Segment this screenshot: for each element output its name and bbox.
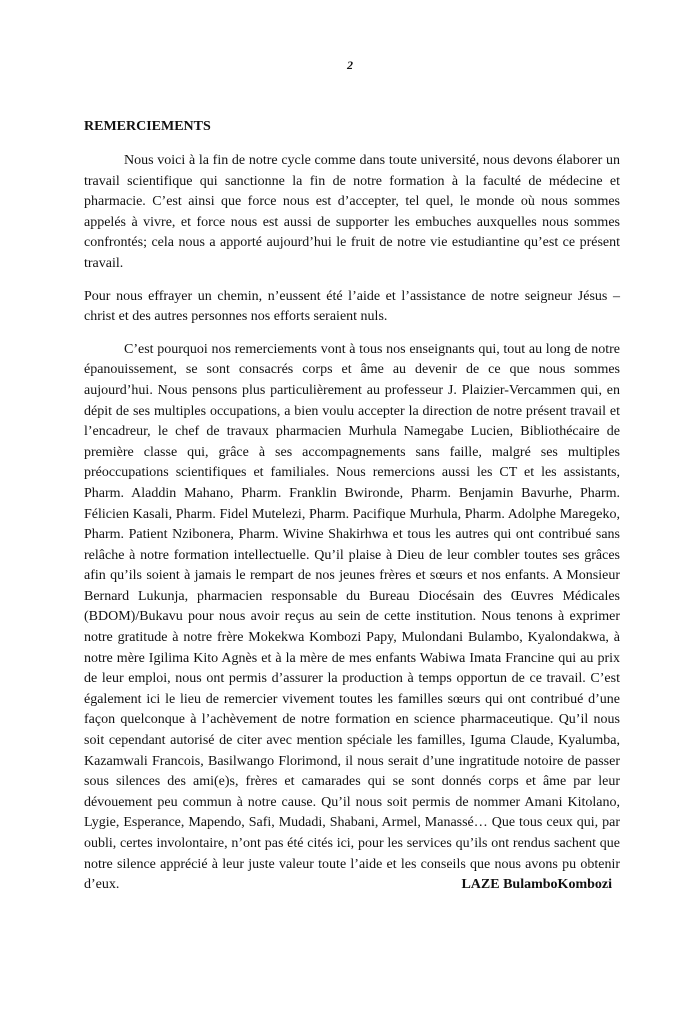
page-number: 2 — [347, 58, 353, 72]
paragraph-faith: Pour nous effrayer un chemin, n’eussent été l’aide et l’assistance de notre seigneur Jésus – christ et des autres personnes nos efforts seraient nuls. — [84, 288, 620, 325]
paragraph-acknowledgements: C’est pourquoi nos remerciements vont à tous nos enseignants qui, tout au long de notre épanouissement, se sont consacrés corps et âme au devenir de ce que nous sommes aujourd’hui. Nous pensons plus particulièrement au professeur J. Plaizier-Vercammen qui, en dépit de ses multiples occupations, a bien voulu accepter la direction de notre présent travail et l’encadreur, le chef de travaux pharmacien Murhula Namegabe Lucien, Bibliothécaire de première classe qui, grâce à ses accompagnements sans faille, malgré ses multiples préoccupations scientifiques et familiales. Nous remercions aussi les CT et les assistants, Pharm. Aladdin Mahano, Pharm. Franklin Bwironde, Pharm. Benjamin Bavurhe, Pharm. Félicien Kasali, Pharm. Fidel Mutelezi, Pharm. Pacifique Murhula, Pharm. Adolphe Maregeko, Pharm. Patient Nzibonera, Pharm. Wivine Shakirhwa et tous les autres qui ont contribué sans relâche à notre formation intellectuelle. Qu’il plaise à Dieu de leur combler toutes ses grâces afin qu’ils soient à jamais le rempart de nos jeunes frères et sœurs et nos enfants. A Monsieur Bernard Lukunja, pharmacien responsable du Bureau Diocésain des Œuvres Médicales (BDOM)/Bukavu pour nous avoir reçus au sein de cette institution. Nous tenons à exprimer notre gratitude à notre frère Mokekwa Kombozi Papy, Mulondani Bulambo, Kyalondakwa, à notre mère Igilima Kito Agnès et à la mère de mes enfants Wabiwa Imata Francine qui au prix de leur emploi, nous ont permis d’assurer la production à temps opportun de ce travail. C’est également ici le lieu de remercier vivement toutes les familles sœurs qui ont contribué d’une façon quelconque à l’achèvement de notre formation en science pharmaceutique. Qu’il nous soit cependant autorisé de citer avec mention spéciale les familles, Iguma Claude, Kyalumba, Kazamwali Francois, Basilwango Florimond, il nous serait d’une ingratitude notoire de passer sous silences des ami(e)s, frères et camarades qui se sont donnés corps et âme par leur dévouement peu commun à notre cause. Qu’il nous soit permis de nommer Amani Kitolano, Lygie, Esperance, Mapendo, Safi, Mudadi, Shabani, Armel, Manassé… Que tous ceux qui, par oubli, certes involontaire, n’ont pas été cités ici, pour les services qu’ils ont rendus sachent que notre silence apprécié à leur juste valeur toute l’aide et les conseils que nous avons pu obtenir d’eux. — [84, 341, 620, 893]
document-body — [84, 117, 620, 908]
author-signature: LAZE BulamboKombozi — [461, 877, 612, 892]
paragraph-intro: Nous voici à la fin de notre cycle comme dans toute université, nous devons élaborer un travail scientifique qui sanctionne la fin de notre formation à la faculté de médecine et pharmacie. C’est ainsi que force nous est d’accepter, tel quel, le monde où nous sommes appelés à vivre, et force nous est aussi de supporter les embuches auxquelles nous sommes confrontés; cela nous a apporté aujourd’hui le fruit de notre vie estudiantine qu’est ce présent travail. — [84, 153, 620, 271]
section-heading: REMERCIEMENTS — [84, 119, 211, 134]
